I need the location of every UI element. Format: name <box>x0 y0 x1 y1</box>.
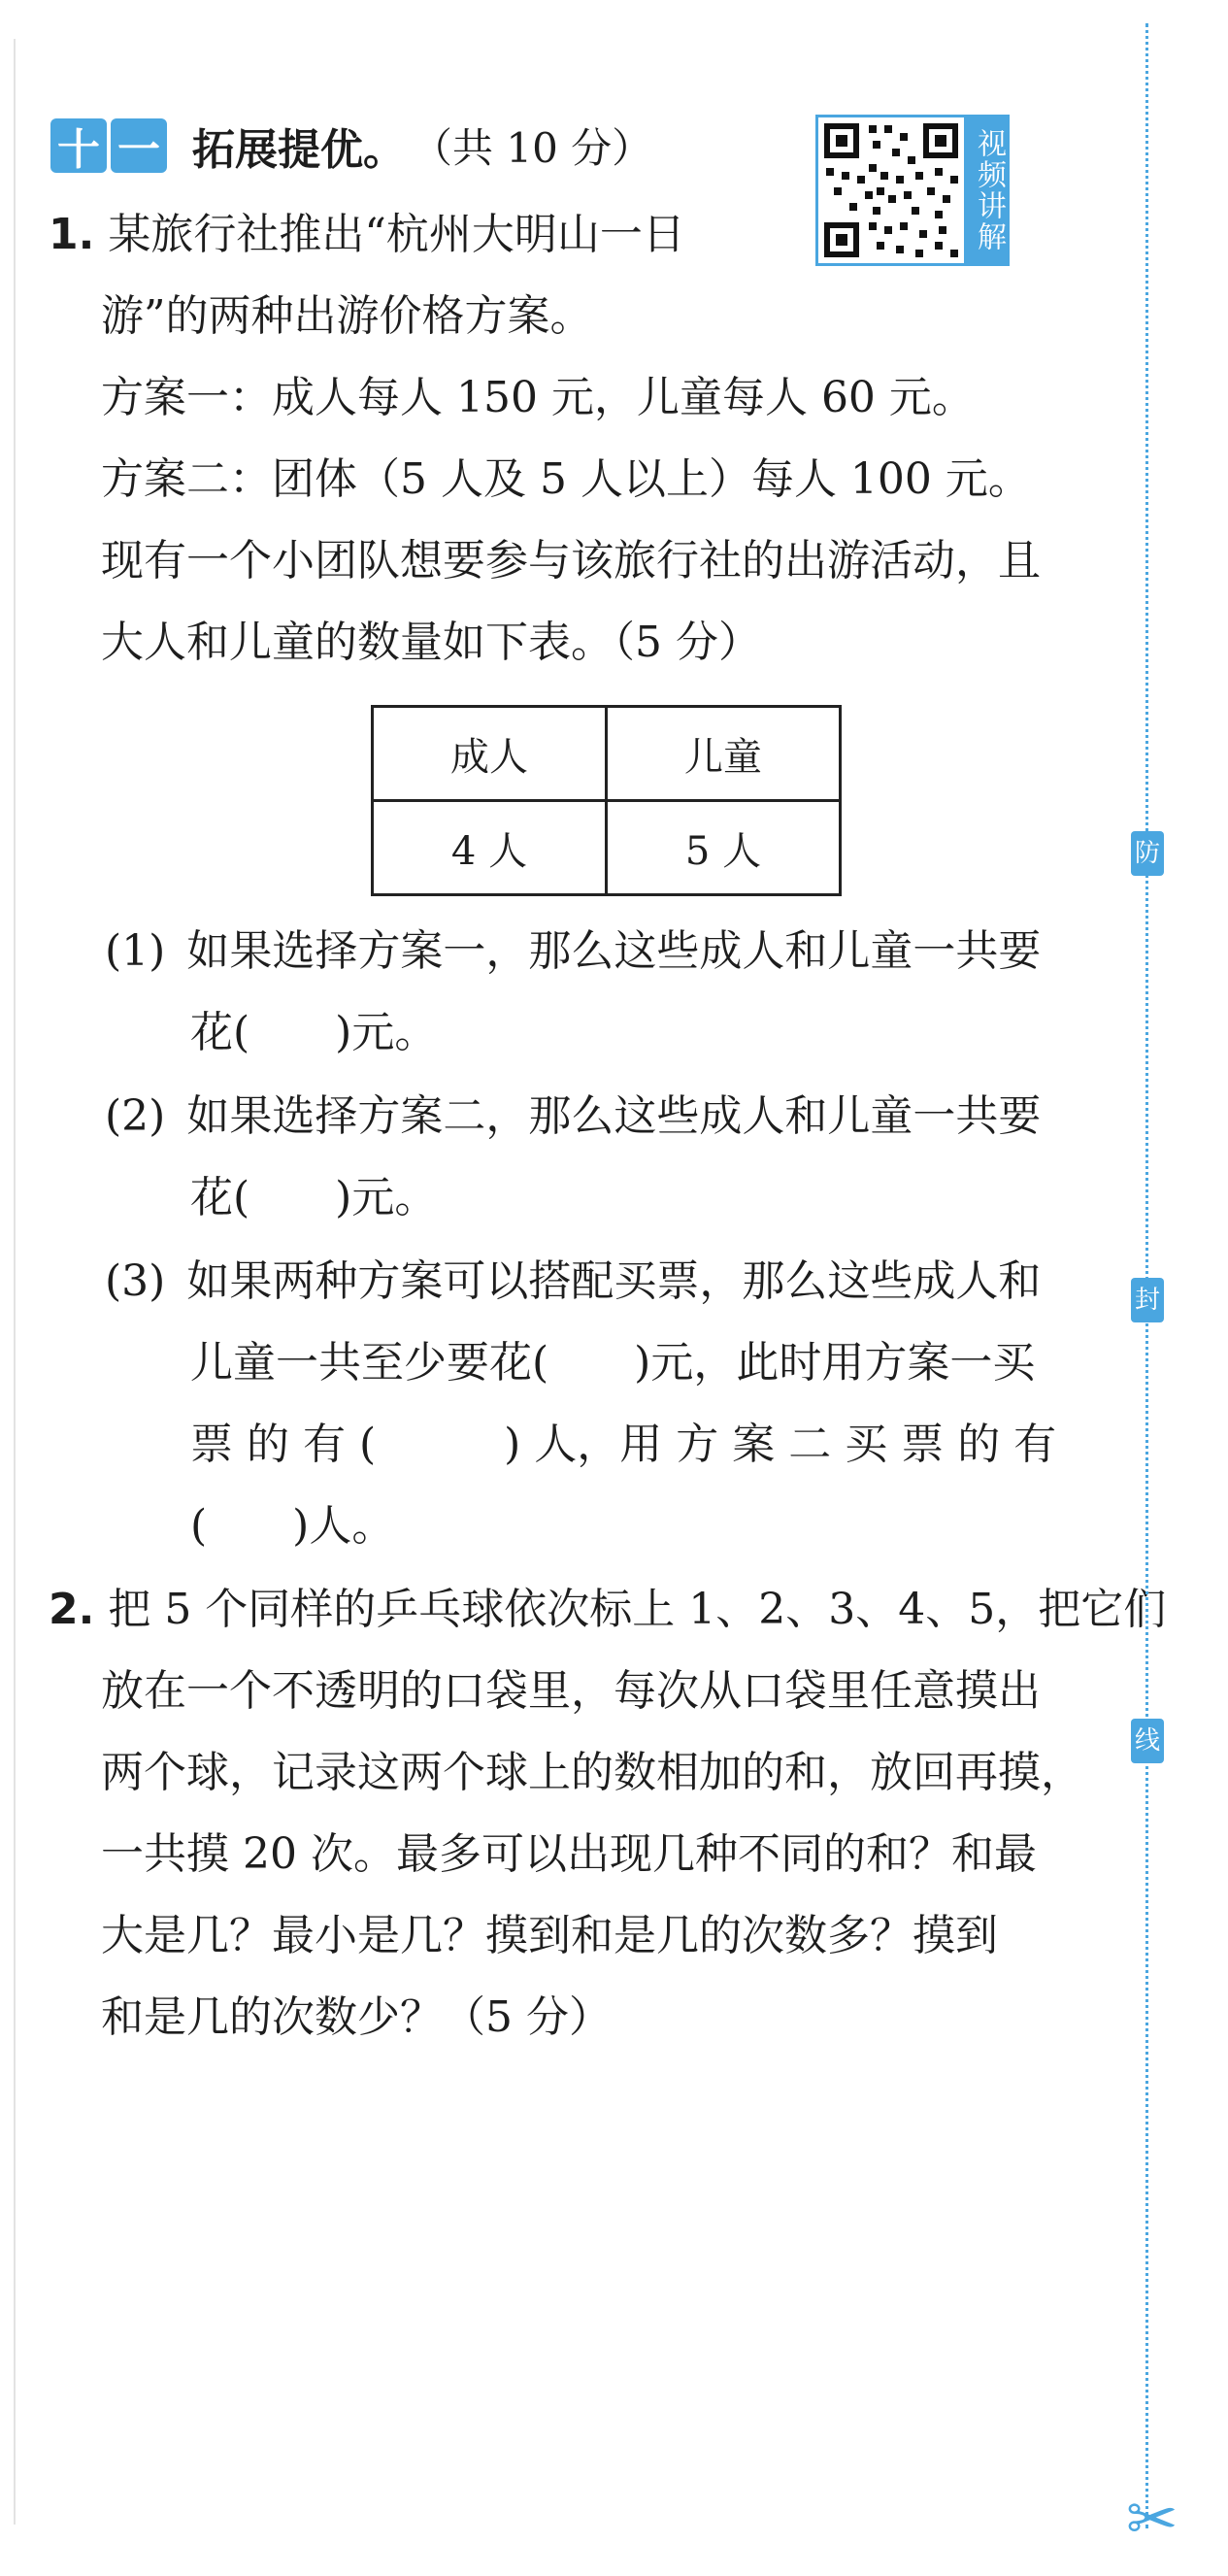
cut-tag-feng: 封 <box>1131 1278 1164 1322</box>
q1-sub3-line-2[interactable]: 儿童一共至少要花( )元，此时用方案一买 <box>190 1338 1036 1388</box>
table-row <box>373 801 841 895</box>
scissor-icon: ✂ <box>1126 2484 1178 2556</box>
section-number-badge <box>50 118 167 173</box>
badge-char-2: 一 <box>111 118 167 173</box>
q1-number: 1. <box>49 210 95 259</box>
q1-table <box>371 705 842 896</box>
qr-code[interactable] <box>815 115 967 266</box>
q1-sub3-line-1 <box>105 1253 1041 1311</box>
q1-sub2-line-1 <box>105 1087 1041 1146</box>
q2-line-3: 两个球，记录这两个球上的数相加的和，放回再摸， <box>101 1748 1083 1797</box>
q2-number: 2. <box>49 1585 95 1634</box>
q1-sub3-number: (3) <box>105 1256 166 1306</box>
q1-plan-one: 方案一：成人每人 150 元，儿童每人 60 元。 <box>101 373 975 422</box>
badge-char-1: 十 <box>50 118 107 173</box>
q2-line-4: 一共摸 20 次。最多可以出现几种不同的和？和最 <box>101 1829 1037 1879</box>
q2-line-2: 放在一个不透明的口袋里，每次从口袋里任意摸出 <box>101 1666 1041 1716</box>
section-title: 拓展提优。 <box>192 125 406 175</box>
q1-plan-two: 方案二：团体（5 人及 5 人以上）每人 100 元。 <box>101 454 1031 504</box>
table-header-row <box>373 707 841 801</box>
q2-line-6: 和是几的次数少？（5 分） <box>101 1992 612 2042</box>
q1-sub1-number: (1) <box>105 926 166 976</box>
q2-line-1 <box>49 1581 1166 1639</box>
q1-line-5: 现有一个小团队想要参与该旅行社的出游活动，且 <box>101 536 1041 585</box>
q1-sub1-text: 如果选择方案一，那么这些成人和儿童一共要 <box>186 926 1042 976</box>
table-header-child: 儿童 <box>607 707 841 801</box>
q1-sub3-line-3[interactable]: 票 的 有 ( ) 人，用 方 案 二 买 票 的 有 <box>190 1420 1057 1469</box>
q1-sub3-line-4[interactable]: ( )人。 <box>190 1501 395 1551</box>
q2-line-5: 大是几？最小是几？摸到和是几的次数多？摸到 <box>101 1911 998 1960</box>
q1-sub1-answer[interactable]: 花( )元。 <box>190 1008 438 1057</box>
q1-line-1 <box>49 206 685 264</box>
section-header <box>50 115 652 177</box>
q1-text: 某旅行社推出“杭州大明山一日 <box>108 210 685 259</box>
q1-line-6: 大人和儿童的数量如下表。（5 分） <box>101 618 761 667</box>
cut-tag-xian: 线 <box>1131 1719 1164 1763</box>
table-cell-child: 5 人 <box>607 801 841 895</box>
q1-sub3-text: 如果两种方案可以搭配买票，那么这些成人和 <box>186 1256 1042 1306</box>
qr-video-label: 视频讲解 <box>965 115 1010 266</box>
table-header-adult: 成人 <box>373 707 607 801</box>
table-cell-adult: 4 人 <box>373 801 607 895</box>
q1-sub1-line-1 <box>105 922 1041 981</box>
q1-sub2-text: 如果选择方案二，那么这些成人和儿童一共要 <box>186 1091 1042 1141</box>
q1-line-2: 游”的两种出游价格方案。 <box>101 291 593 341</box>
q1-sub2-answer[interactable]: 花( )元。 <box>190 1173 438 1222</box>
q2-text: 把 5 个同样的乒乓球依次标上 1、2、3、4、5，把它们 <box>108 1585 1167 1634</box>
cut-tag-fang: 防 <box>1131 831 1164 876</box>
q1-sub2-number: (2) <box>105 1091 166 1141</box>
page-left-rule <box>14 39 16 2525</box>
cut-line-dots <box>1145 23 1148 2528</box>
qr-code-icon <box>818 117 964 263</box>
section-points: （共 10 分） <box>412 124 653 172</box>
